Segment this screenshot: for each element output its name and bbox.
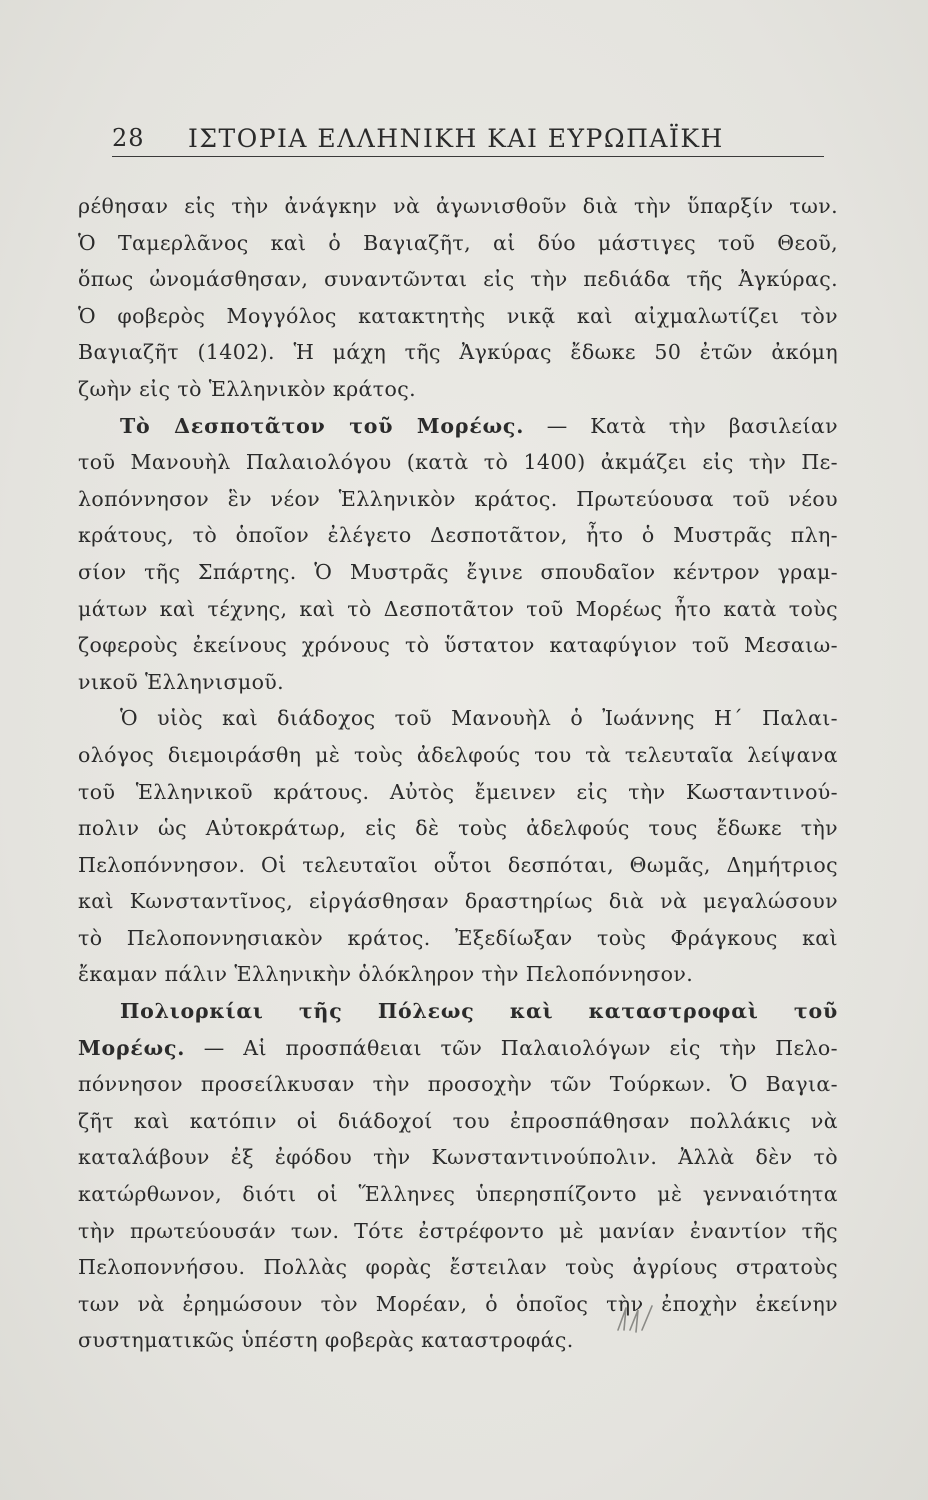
text-line: πόννησον προσείλκυσαν τὴν προσοχὴν τῶν Τούρκων. Ὁ Βαγια- [78,1072,838,1097]
section-heading-despotate: Τὸ Δεσποτᾶτον τοῦ Μορέως. [120,413,525,438]
section-heading-line: Μορέως. — Αἱ προσπάθειαι τῶν Παλαιολόγων εἰς τὴν Πελο- [78,1035,838,1060]
text-line: Βαγιαζῆτ (1402). Ἡ μάχη τῆς Ἀγκύρας ἔδωκε 50 ἐτῶν ἀκόμη [78,340,838,365]
text-line: Πελοποννήσου. Πολλὰς φορὰς ἔστειλαν τοὺς ἀγρίους στρατοὺς [78,1255,838,1280]
text-line: μάτων καὶ τέχνης, καὶ τὸ Δεσποτᾶτον τοῦ Μορέως ἦτο κατὰ τοὺς [78,596,838,621]
text-line: τοῦ Ἑλληνικοῦ κράτους. Αὐτὸς ἔμεινεν εἰς τὴν Κωσταντινού- [78,779,838,804]
text-line: Πελοπόννησον. Οἱ τελευταῖοι οὗτοι δεσπόται, Θωμᾶς, Δημήτριος [78,852,838,877]
text-line: νικοῦ Ἑλληνισμοῦ. [78,669,285,694]
text-line: τοῦ Μανουὴλ Παλαιολόγου (κατὰ τὸ 1400) ἀκμάζει εἰς τὴν Πε- [78,450,838,475]
text-line: ζοφεροὺς ἐκείνους χρόνους τὸ ὕστατον καταφύγιον τοῦ Μεσαιω- [78,633,838,658]
text-line: τὸ Πελοποννησιακὸν κράτος. Ἐξεδίωξαν τοὺς Φράγκους καὶ [78,925,838,950]
text-line: κατώρθωνον, διότι οἱ Ἕλληνες ὑπερησπίζοντο μὲ γενναιότητα [78,1182,838,1207]
text-line: τὴν πρωτεύουσάν των. Τότε ἐστρέφοντο μὲ μανίαν ἐναντίον τῆς [78,1218,838,1243]
text-line: συστηματικῶς ὑπέστη φοβερὰς καταστροφάς. [78,1328,574,1353]
text-line: καὶ Κωνσταντῖνος, εἰργάσθησαν δραστηρίως διὰ νὰ μεγαλώσουν [78,889,838,914]
text-line: λοπόννησον ἓν νέον Ἑλληνικὸν κράτος. Πρωτεύουσα τοῦ νέου [78,486,838,511]
text-line: ζῆτ καὶ κατόπιν οἱ διάδοχοί του ἐπροσπάθησαν πολλάκις νὰ [78,1108,838,1133]
body-text [78,188,838,1359]
text-line: πολιν ὡς Αὐτοκράτωρ, εἰς δὲ τοὺς ἀδελφούς τους ἔδωκε τὴν [78,816,838,841]
text-line: Ὁ Ταμερλᾶνος καὶ ὁ Βαγιαζῆτ, αἱ δύο μάστιγες τοῦ Θεοῦ, [78,230,838,255]
text-line: καταλάβουν ἐξ ἐφόδου τὴν Κωνσταντινούπολιν. Ἀλλὰ δὲν τὸ [78,1145,838,1170]
section-heading-line: Τὸ Δεσποτᾶτον τοῦ Μορέως. — Κατὰ τὴν βασιλείαν [120,413,838,438]
pencil-mark-icon [612,1300,658,1340]
text-line: Ὁ φοβερὸς Μογγόλος κατακτητὴς νικᾷ καὶ αἰχμαλωτίζει τὸν [78,303,838,328]
text-line: ολόγος διεμοιράσθη μὲ τοὺς ἀδελφούς του τὰ τελευταῖα λείψανα [78,742,838,767]
text-line: ἔκαμαν πάλιν Ἑλληνικὴν ὁλόκληρον τὴν Πελοπόννησον. [78,962,694,987]
section-heading-sieges-cont: Μορέως. [78,1035,186,1060]
text-line: ὅπως ὠνομάσθησαν, συναντῶνται εἰς τὴν πεδιάδα τῆς Ἀγκύρας. [78,267,838,292]
text-line: Ὁ υἱὸς καὶ διάδοχος τοῦ Μανουὴλ ὁ Ἰωάννης Η΄ Παλαι- [120,706,838,731]
text-line: των νὰ ἐρημώσουν τὸν Μορέαν, ὁ ὁποῖος τὴν ἐποχὴν ἐκείνην [78,1291,838,1316]
running-title: ΙΣΤΟΡΙΑ ΕΛΛΗΝΙΚΗ ΚΑΙ ΕΥΡΩΠΑΪΚΗ [188,124,724,153]
page-number: 28 [112,124,145,152]
text-line: ζωὴν εἰς τὸ Ἑλληνικὸν κράτος. [78,376,417,401]
text-line: ρέθησαν εἰς τὴν ἀνάγκην νὰ ἀγωνισθοῦν διὰ τὴν ὕπαρξίν των. [78,194,838,218]
section-heading-line [78,993,838,1030]
text-line: σίον τῆς Σπάρτης. Ὁ Μυστρᾶς ἔγινε σπουδαῖον κέντρον γραμ- [78,559,838,584]
text-line: κράτους, τὸ ὁποῖον ἐλέγετο Δεσποτᾶτον, ἦτο ὁ Μυστρᾶς πλη- [78,523,838,548]
section-heading-sieges: Πολιορκίαι τῆς Πόλεως καὶ καταστροφαὶ τοῦ [120,999,838,1024]
header-rule [112,156,824,157]
page-header [112,122,812,158]
